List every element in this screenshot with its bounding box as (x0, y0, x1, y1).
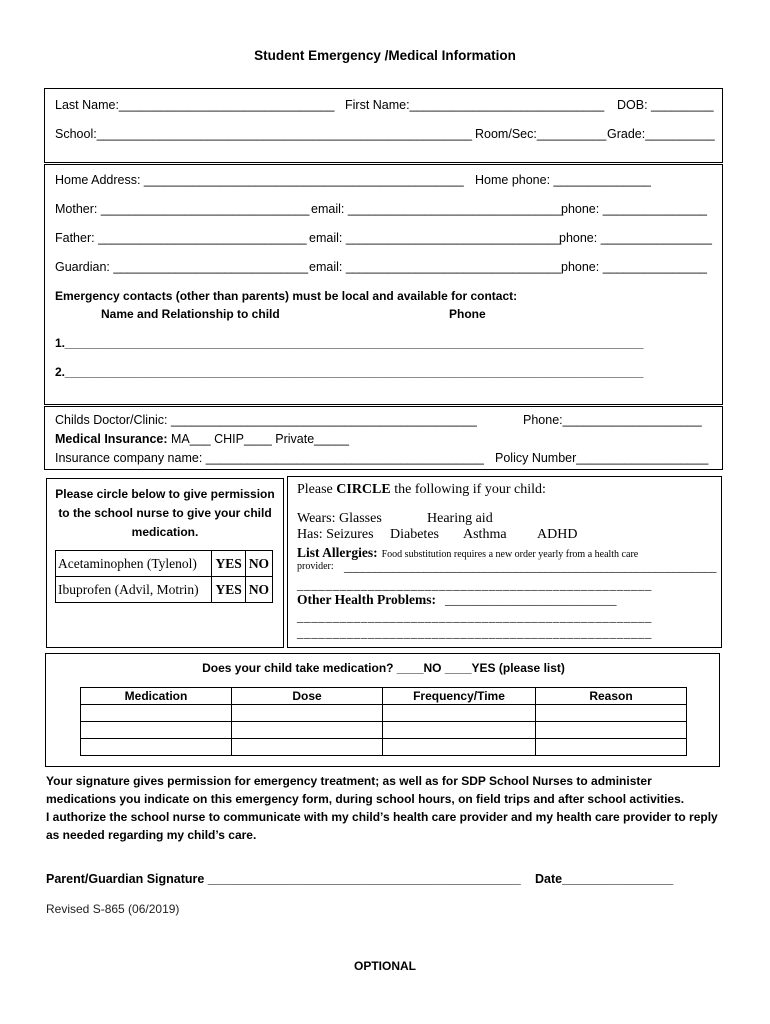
medication-header-row (81, 688, 687, 705)
yes-option[interactable]: YES (212, 551, 246, 577)
medical-insurance-label: Medical Insurance: (55, 432, 168, 446)
optional-label: OPTIONAL (354, 959, 416, 973)
adhd-option[interactable]: ADHD (537, 527, 578, 542)
room-sec-field[interactable]: Room/Sec:__________ (475, 127, 607, 141)
dose-column-header: Dose (232, 688, 383, 705)
doctor-insurance-section (44, 406, 723, 470)
allergies-line-2[interactable]: __________________________________________________ (297, 577, 652, 592)
first-name-field[interactable]: First Name:____________________________ (345, 98, 605, 112)
guardian-phone-field[interactable]: phone: _______________ (561, 260, 707, 274)
medication-row[interactable] (81, 739, 687, 756)
permission-row-ibuprofen (56, 577, 273, 603)
statement-line-4: as needed regarding my child’s care. (46, 828, 257, 842)
emergency-contact-2[interactable]: 2.________________________________________________________________________________________ (55, 365, 644, 379)
grade-field[interactable]: Grade:__________ (607, 127, 715, 141)
name-relationship-header: Name and Relationship to child (101, 307, 280, 321)
emergency-contacts-heading: Emergency contacts (other than parents) must be local and available for contact: (55, 289, 518, 303)
allergies-label: List Allergies: (297, 545, 378, 560)
allergies-note: Food substitution requires a new order yearly from a health care (381, 549, 639, 560)
current-medication-section (45, 653, 720, 767)
guardian-email-field[interactable]: email: _______________________________ (309, 260, 562, 274)
mother-field[interactable]: Mother: ______________________________ (55, 202, 310, 216)
dob-field[interactable]: DOB: _________ (617, 98, 714, 112)
revision-note: Revised S-865 (06/2019) (46, 902, 180, 916)
hearing-aid-option[interactable]: Hearing aid (427, 511, 493, 526)
medication-table (80, 687, 687, 756)
medication-question[interactable]: Does your child take medication? ____NO ____YES (please list) (202, 661, 565, 675)
permission-table (55, 550, 273, 603)
doctor-phone-field[interactable]: Phone:____________________ (523, 413, 702, 427)
wears-glasses-option[interactable]: Wears: Glasses (297, 511, 382, 526)
guardian-signature-field[interactable]: Parent/Guardian Signature _____________________________________________ (46, 872, 521, 886)
yes-option[interactable]: YES (212, 577, 246, 603)
statement-line-2: medications you indicate on this emergency form, during school hours, on field trips and after school activities. (46, 792, 685, 806)
medication-permission-section (46, 478, 284, 648)
student-info-section (44, 88, 723, 163)
home-address-field[interactable]: Home Address: ______________________________________________ (55, 173, 464, 187)
asthma-option[interactable]: Asthma (463, 527, 507, 542)
conditions-heading: Please CIRCLE the following if your child: (297, 482, 546, 497)
other-health-problems-label: Other Health Problems: (297, 592, 436, 607)
medication-column-header: Medication (81, 688, 232, 705)
drug-name: Ibuprofen (Advil, Motrin) (56, 577, 212, 603)
permission-row-acetaminophen (56, 551, 273, 577)
mother-phone-field[interactable]: phone: _______________ (561, 202, 707, 216)
diabetes-option[interactable]: Diabetes (390, 527, 439, 542)
home-phone-field[interactable]: Home phone: ______________ (475, 173, 651, 187)
allergies-line-1[interactable]: _____________________________________________________________ (344, 559, 717, 574)
father-field[interactable]: Father: ______________________________ (55, 231, 307, 245)
doctor-clinic-field[interactable]: Childs Doctor/Clinic: ____________________________________________ (55, 413, 477, 427)
drug-name: Acetaminophen (Tylenol) (56, 551, 212, 577)
contact-info-section (44, 164, 723, 405)
signature-date-field[interactable]: Date________________ (535, 872, 674, 886)
provider-label: provider: (297, 561, 334, 572)
other-health-line-2[interactable]: __________________________________________________ (297, 609, 652, 624)
father-email-field[interactable]: email: _______________________________ (309, 231, 562, 245)
no-option[interactable]: NO (245, 577, 272, 603)
mother-email-field[interactable]: email: _______________________________ (311, 202, 564, 216)
guardian-field[interactable]: Guardian: ____________________________ (55, 260, 309, 274)
statement-line-1: Your signature gives permission for emergency treatment; as well as for SDP School Nurses to administer (46, 774, 652, 788)
emergency-contact-1[interactable]: 1.________________________________________________________________________________________ (55, 336, 644, 350)
other-health-line-3[interactable]: __________________________________________________ (297, 625, 652, 640)
other-health-line-1[interactable]: __________________________ (445, 592, 617, 607)
page-title: Student Emergency /Medical Information (254, 48, 516, 63)
frequency-column-header: Frequency/Time (383, 688, 536, 705)
policy-number-field[interactable]: Policy Number___________________ (495, 451, 709, 465)
medication-row[interactable] (81, 722, 687, 739)
reason-column-header: Reason (536, 688, 687, 705)
school-field[interactable]: School:______________________________________________________ (55, 127, 473, 141)
no-option[interactable]: NO (245, 551, 272, 577)
insurance-company-field[interactable]: Insurance company name: ________________________________________ (55, 451, 484, 465)
seizures-option[interactable]: Has: Seizures (297, 527, 374, 542)
health-conditions-section (287, 476, 722, 648)
father-phone-field[interactable]: phone: ________________ (559, 231, 712, 245)
insurance-options[interactable]: MA___ CHIP____ Private_____ (167, 432, 349, 446)
permission-heading: Please circle below to give permission to the school nurse to give your child medication. (55, 487, 275, 539)
last-name-field[interactable]: Last Name:_______________________________ (55, 98, 335, 112)
phone-header: Phone (449, 307, 486, 321)
medication-row[interactable] (81, 705, 687, 722)
statement-line-3: I authorize the school nurse to communicate with my child’s health care provider and my health care provider to reply (46, 810, 718, 824)
